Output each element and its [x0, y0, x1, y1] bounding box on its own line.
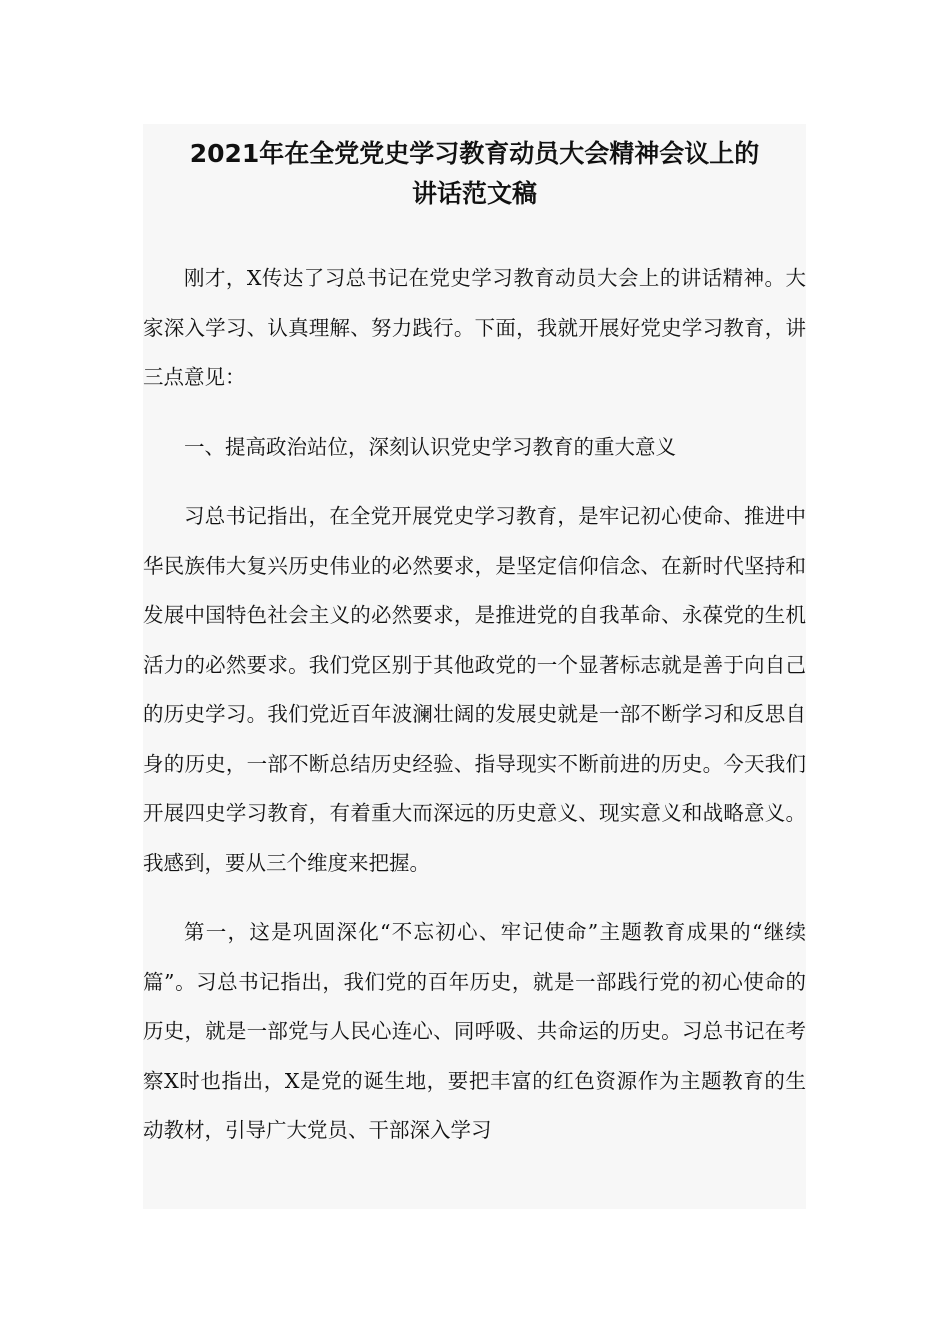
title-line-2: 讲话范文稿 — [411, 179, 537, 208]
title-line-1: 2021年在全党党史学习教育动员大会精神会议上的 — [189, 139, 760, 168]
paragraph-intro: 刚才，X传达了习总书记在党史学习教育动员大会上的讲话精神。大家深入学习、认真理解、努力践行。下面，我就开展好党史学习教育，讲三点意见： — [143, 266, 806, 389]
paragraph-first-point: 第一，这是巩固深化“不忘初心、牢记使命”主题教育成果的“继续篇”。习总书记指出，我们党的百年历史，就是一部践行党的初心使命的历史，就是一部党与人民心连心、同呼吸、共命运的历史。习总书记在考察X时也指出，X是党的诞生地，要把丰富的红色资源作为主题教育的生动教材，引导广大党员、干部深入学习 — [143, 920, 806, 1142]
document-body — [143, 254, 806, 1156]
section-heading-1: 一、提高政治站位，深刻认识党史学习教育的重大意义 — [184, 434, 676, 459]
document-page — [143, 124, 806, 1209]
paragraph-significance: 习总书记指出，在全党开展党史学习教育，是牢记初心使命、推进中华民族伟大复兴历史伟业的必然要求，是坚定信仰信念、在新时代坚持和发展中国特色社会主义的必然要求，是推进党的自我革命、永葆党的生机活力的必然要求。我们党区别于其他政党的一个显著标志就是善于向自己的历史学习。我们党近百年波澜壮阔的发展史就是一部不断学习和反思自身的历史，一部不断总结历史经验、指导现实不断前进的历史。今天我们开展四史学习教育，有着重大而深远的历史意义、现实意义和战略意义。我感到，要从三个维度来把握。 — [143, 504, 806, 875]
document-title — [143, 124, 806, 214]
